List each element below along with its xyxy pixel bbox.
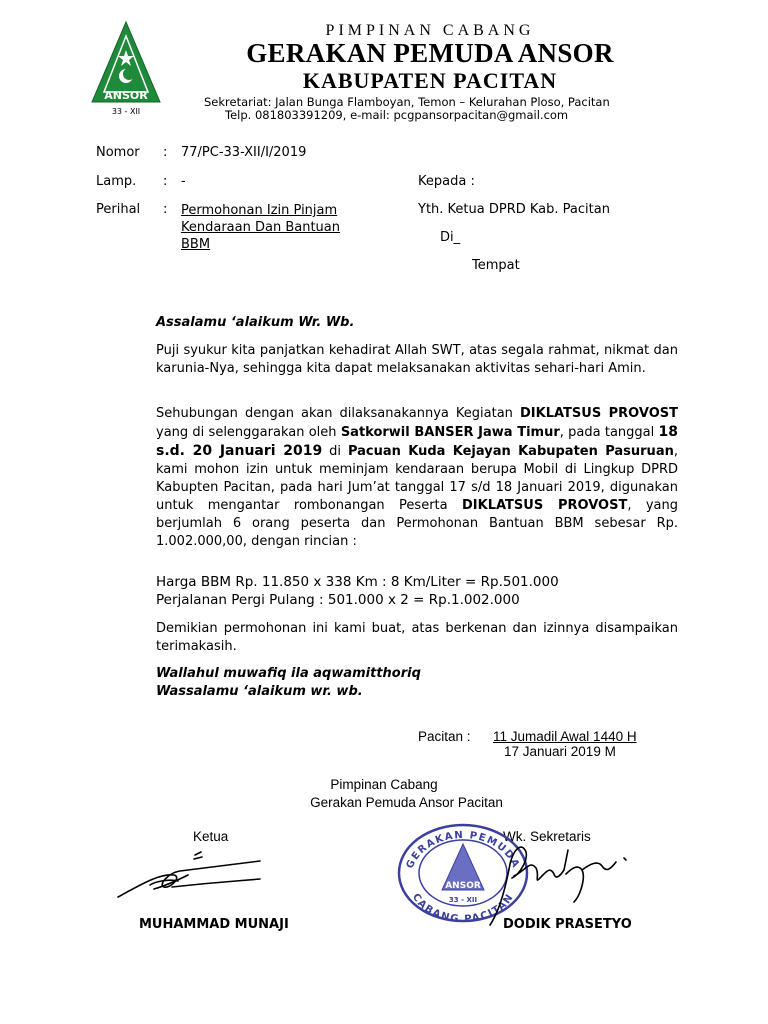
signatory-org-1: Pimpinan Cabang (330, 777, 438, 792)
stamp-center: ANSOR (445, 881, 481, 891)
right-signatory-name: DODIK PRASETYO (503, 917, 632, 932)
nomor-value: 77/PC-33-XII/I/2019 (181, 145, 307, 160)
lamp-value: - (181, 174, 186, 189)
nomor-colon: : (163, 145, 168, 160)
perihal-colon: : (163, 202, 168, 217)
left-signature (110, 845, 280, 905)
calc-line-2: Perjalanan Pergi Pulang : 501.000 x 2 = Rp.1.002.000 (156, 592, 520, 608)
letterhead-contact: Telp. 081803391209, e-mail: pcgpansorpacitan@gmail.com (225, 108, 569, 122)
right-signatory-title: Wk. Sekretaris (503, 829, 591, 844)
perihal-line-1: Permohonan Izin Pinjam (181, 203, 338, 218)
stamp-bottom-text: CABANG PACITAN (409, 891, 517, 924)
paragraph-1: Puji syukur kita panjatkan kehadirat Allah SWT, atas segala rahmat, nikmat dan karunia-Nya, sehingga kita dapat melaksanakan aktivitas sehari-hari Amin. (156, 343, 678, 376)
p2-bold-1: DIKLATSUS PROVOST (520, 406, 678, 421)
recipient-name: Yth. Ketua DPRD Kab. Pacitan (418, 202, 610, 217)
perihal-value (181, 202, 381, 253)
letterhead-line-1: PIMPINAN CABANG (325, 22, 535, 39)
paragraph-2 (156, 405, 678, 551)
date-hijri: 11 Jumadil Awal 1440 H (493, 729, 637, 744)
p2-text-4: di (322, 444, 348, 459)
kepada-label: Kepada : (418, 174, 475, 189)
closing-line-1: Wallahul muwafiq ila aqwamitthoriq (156, 666, 421, 681)
p2-bold-5: DIKLATSUS PROVOST (462, 498, 628, 513)
letterhead-address: Sekretariat: Jalan Bunga Flamboyan, Temon – Kelurahan Ploso, Pacitan (204, 95, 610, 109)
left-signatory-name: MUHAMMAD MUNAJI (139, 917, 289, 932)
recipient-di: Di_ (440, 230, 461, 245)
calc-line-1: Harga BBM Rp. 11.850 x 338 Km : 8 Km/Liter = Rp.501.000 (156, 574, 559, 590)
logo-text: ANSOR (104, 89, 148, 102)
ansor-logo (88, 20, 200, 120)
closing-line-2: Wassalamu ‘alaikum wr. wb. (156, 684, 363, 699)
lamp-colon: : (163, 174, 168, 189)
p2-bold-3: 18 s.d. 20 Januari 2019 (156, 424, 678, 459)
perihal-line-2: Kendaraan Dan Bantuan (181, 220, 340, 235)
p2-text-2: yang di selenggarakan oleh (156, 425, 341, 440)
stamp-code: 33 - XII (448, 896, 478, 904)
right-signature (470, 830, 645, 930)
recipient-place: Tempat (472, 258, 520, 273)
p2-bold-4: Pacuan Kuda Kejayan Kabupaten Pasuruan (347, 444, 674, 459)
letterhead-region: KABUPATEN PACITAN (302, 68, 558, 93)
p2-bold-2: Satkorwil BANSER Jawa Timur (340, 425, 560, 440)
perihal-label: Perihal (96, 202, 141, 217)
lamp-label: Lamp. (96, 174, 137, 189)
letterhead-organization: GERAKAN PEMUDA ANSOR (246, 38, 614, 68)
left-signatory-title: Ketua (193, 829, 229, 844)
date-place: Pacitan : (418, 729, 471, 744)
logo-code: 33 - XII (111, 107, 141, 116)
paragraph-3: Demikian permohonan ini kami buat, atas berkenan dan izinnya disampaikan terimakasih. (156, 621, 678, 654)
date-masehi: 17 Januari 2019 M (504, 744, 616, 759)
p2-text-3: , pada tanggal (559, 425, 659, 440)
nomor-label: Nomor (96, 145, 140, 160)
signatory-org-2: Gerakan Pemuda Ansor Pacitan (310, 795, 503, 810)
greeting: Assalamu ‘alaikum Wr. Wb. (156, 315, 355, 330)
p2-text-5: , kami mohon izin untuk meminjam kendaraan berupa Mobil di Lingkup DPRD Kabupten Pacitan, pada hari Jum’at tanggal 17 s/d 18 Januari 2019, digunakan untuk mengantar rombonangan Peserta (156, 444, 678, 513)
stamp-top-text: GERAKAN PEMUDA (404, 829, 522, 871)
p2-text-6: , yang berjumlah 6 orang peserta dan Permohonan Bantuan BBM sebesar Rp. 1.002.000,00, dengan rincian : (156, 498, 678, 549)
perihal-line-3: BBM (181, 237, 211, 252)
p2-text-1: Sehubungan dengan akan dilaksanakannya Kegiatan (156, 406, 520, 421)
